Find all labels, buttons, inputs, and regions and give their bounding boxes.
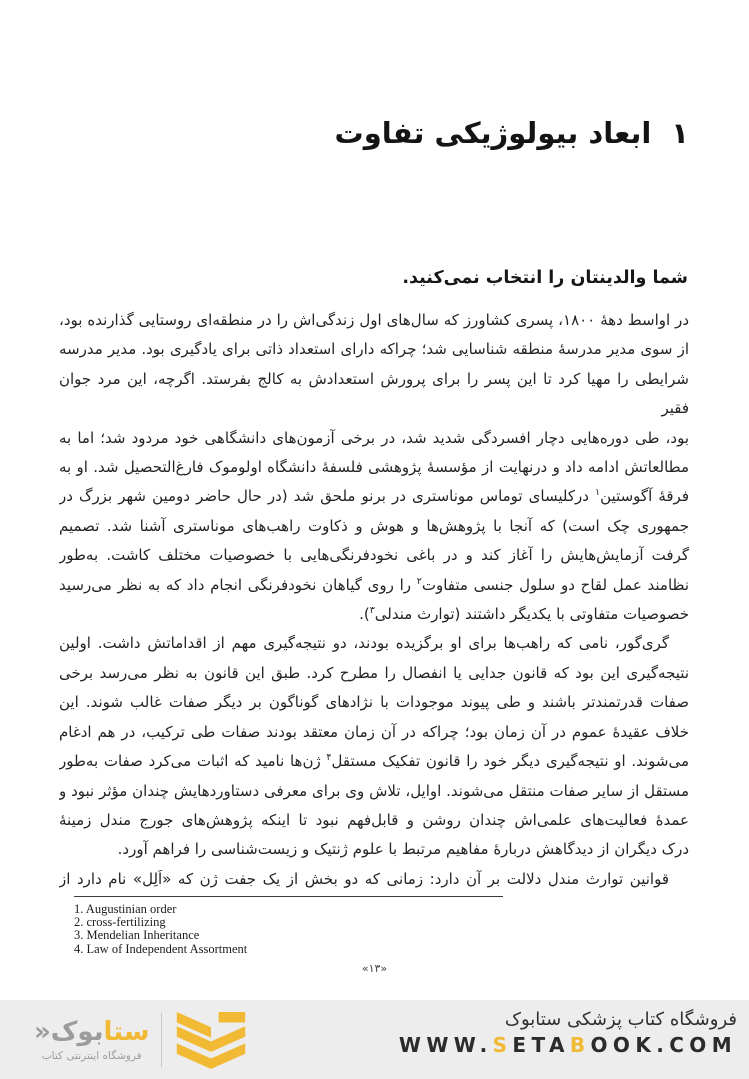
brand-logo (34, 1009, 249, 1071)
body-line: خصوصیات متفاوتی با یکدیگر داشتند (توارث مندلی$^۳$). (359, 605, 689, 624)
body-line: گرفت آزمایش‌هایش را آغاز کند و در باغی نخودفرنگی‌هایی با خصوصیات مختلف کاشت. به‌طور (59, 546, 689, 565)
body-line: بود، طی دوره‌هایی دچار افسردگی شدید شد، در برخی آزمون‌های دانشگاهی خود مردود شد؛ اما به (59, 428, 689, 447)
body-line: نتیجه‌گیری این بود که قانون جدایی یا انفصال را مطرح کرد. طبق این قانون به نظر می‌رسد برخی (59, 663, 689, 682)
body-line: فرقۀ آگوستین$^۱$ درکلیسای توماس موناستری در برنو ملحق شد (در حال حاضر دومین شهر بزرگ در (59, 487, 689, 506)
url-segment: WWW. (398, 1033, 493, 1057)
brand-divider (161, 1013, 162, 1067)
url-segment: OOK.COM (590, 1033, 737, 1057)
footer-store-info (399, 1009, 737, 1057)
setabook-chevrons-icon (173, 1010, 249, 1071)
body-text (59, 306, 689, 898)
footnote-item: 2. cross-fertilizing (74, 915, 166, 930)
body-line: مستقل از سایر صفات منتقل می‌شوند. اوایل، تلاش وی برای معرفی دستاوردهایش چندان مؤثر نبود و (59, 781, 689, 800)
body-line: نظامند عمل لقاح دو سلول جنسی متفاوت$^۲$ را روی گیاهان نخودفرنگی انجام داد که به نظر می‌رسید (59, 575, 689, 594)
body-line: شرایطی را مهیا کرد تا این پسر را برای پرورش استعدادش به کالج بفرستد. اگرچه، این مرد جوان فقیر (59, 369, 689, 418)
footnotes-list (74, 903, 247, 956)
footnote-ref: ۲ (416, 575, 422, 587)
store-title: فروشگاه کتاب پزشکی ستابوک (504, 1009, 737, 1030)
brand-wordmark (34, 1018, 149, 1047)
footer-bar (0, 1000, 749, 1079)
page-number: «۱۳» (361, 962, 388, 975)
body-line: خلاف عقیدۀ عموم در آن زمان بود؛ چراکه در آن زمان معتقد بودند صفات طی ترکیب، در هم ادغام (59, 722, 689, 741)
brand-wordmark-block (34, 1018, 149, 1062)
footnote-ref: ۴ (326, 752, 332, 764)
footnote-ref: ۱ (595, 487, 601, 499)
wordmark-chevron-glyph: « (34, 1017, 51, 1048)
body-line: از سوی مدیر مدرسۀ منطقه شناسایی شد؛ چراکه دارای استعداد ذاتی برای یادگیری بود. مدیر مدرسه (59, 340, 689, 359)
footnote-item: 1. Augustinian order (74, 902, 177, 916)
chapter-number: ۱ (671, 116, 689, 150)
url-segment: B (569, 1033, 591, 1057)
footnote-item: 3. Mendelian Inheritance (74, 928, 200, 943)
body-line: درک دیگران از دیدگاهش دربارۀ مفاهیم مرتبط با علوم ژنتیک و زیست‌شناسی را فراهم آورد. (117, 840, 689, 859)
footnote-rule (74, 896, 503, 897)
wordmark-yellow-part: ستا (103, 1017, 150, 1048)
body-line: می‌شوند. او نتیجه‌گیری دیگر خود را قانون تفکیک مستقل$^۴$ ژن‌ها نامید که اثبات می‌کرد صفات به‌طور (59, 752, 689, 771)
body-line: مطالعاتش ادامه داد و درنهایت از مؤسسۀ پژوهشی فلسفۀ دانشگاه اولوموک فارغ‌التحصیل شد. او به (59, 458, 689, 477)
body-line: صفات قدرتمندتر باشند و طی پیوند موجودات با نژادهای گوناگون بر دیگر صفات غالب شوند. این (59, 693, 689, 712)
body-line: گری‌گور، نامی که راهب‌ها برای او برگزیده بودند، دو نتیجه‌گیری مهم از اقداماتش داشت. اولین (59, 634, 669, 653)
url-segment: ETA (512, 1033, 570, 1057)
section-heading: شما والدینتان را انتخاب نمی‌کنید. (402, 268, 688, 288)
wordmark-gray-part: بوک (50, 1017, 104, 1048)
body-line: قوانین توارث مندل دلالت بر آن دارد: زمانی که دو بخش از یک جفت ژن که «اَلِل» نام دارد از (59, 869, 669, 888)
body-line: عمدۀ فعالیت‌های علمی‌اش چندان روشن و قابل‌فهم نبود تا اینکه پژوهش‌های جورج مندل زمینۀ (59, 810, 689, 829)
footnote-item: 4. Law of Independent Assortment (74, 941, 248, 956)
website-url (399, 1033, 737, 1057)
footnote-ref: ۳ (369, 605, 375, 617)
brand-tagline: فروشگاه اینترنتی کتاب (41, 1049, 142, 1062)
body-line: جمهوری چک است) که آنجا با پژوهش‌ها و هوش و ذکاوت راهب‌های موناستری آشنا شد. تصمیم (59, 516, 689, 535)
body-line: در اواسط دهۀ ۱۸۰۰، پسری کشاورز که سال‌های اول زندگی‌اش را در منطقه‌ای روستایی گذارنده بود، (59, 311, 689, 329)
chapter-title-text: ابعاد بیولوژیکی تفاوت (334, 116, 652, 150)
chapter-title (335, 116, 689, 150)
url-segment: S (492, 1033, 513, 1057)
